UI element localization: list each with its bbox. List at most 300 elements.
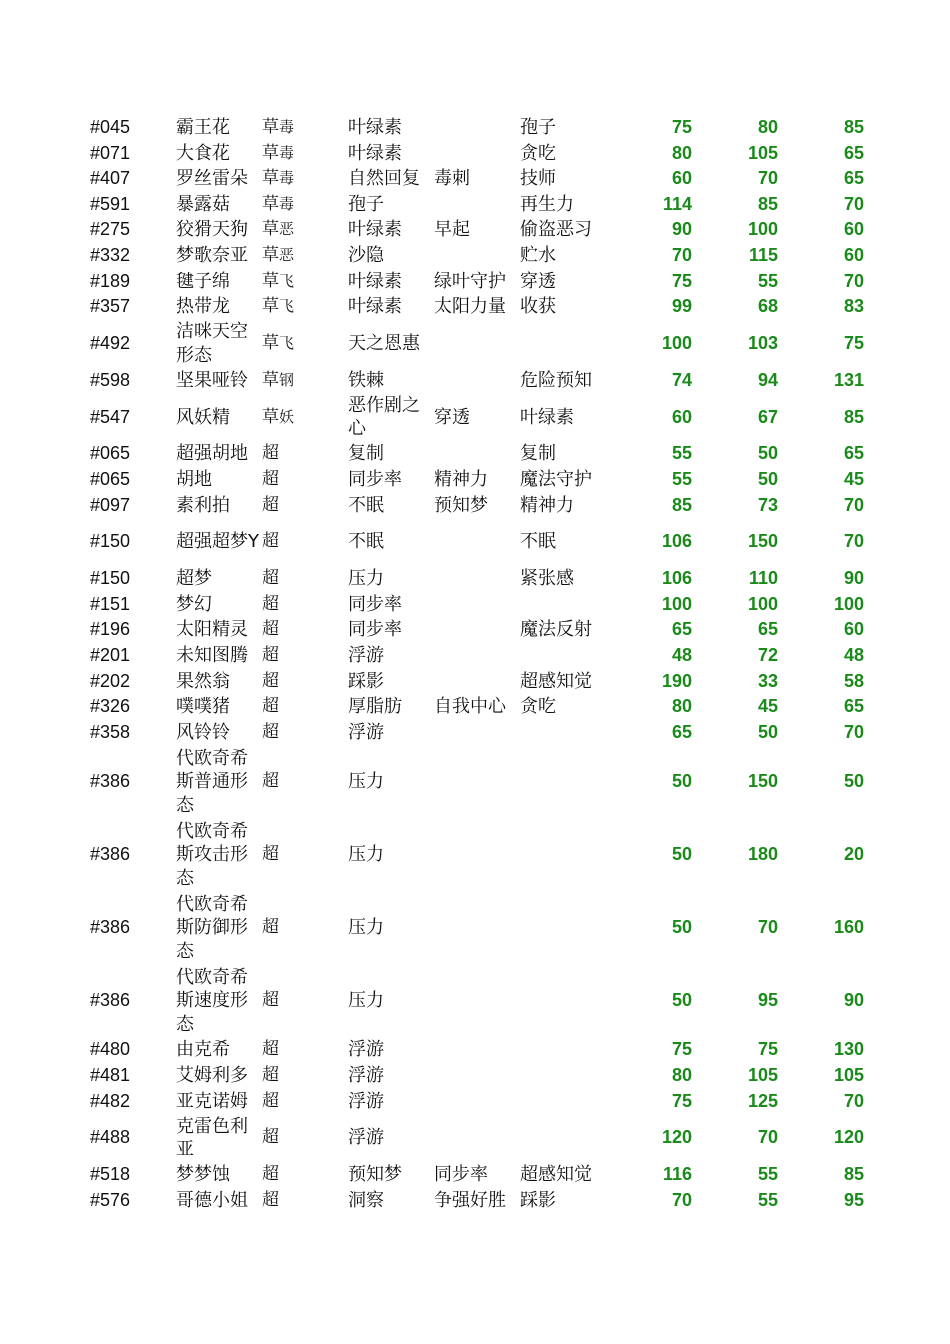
stat-hp: 50 [671,990,692,1011]
type-primary: 草 [262,296,279,317]
ability-2 [434,964,520,1037]
hidden-ability: 技师 [520,168,556,190]
hidden-ability [520,745,624,818]
dex-number: #598 [90,369,131,390]
hidden-ability: 贪吃 [520,696,556,718]
stat-attack: 33 [757,670,778,691]
stat-hp: 90 [671,219,692,240]
ability-2 [434,617,520,643]
type-secondary: 毒 [279,194,295,213]
pokemon-type [262,115,348,141]
stat-hp: 70 [671,1189,692,1210]
stat-attack: 100 [747,593,778,614]
pokemon-type [262,518,348,566]
stat-defense: 65 [843,168,864,189]
ability-2 [434,1037,520,1063]
ability-2 [434,320,520,368]
hidden-ability: 踩影 [520,1189,556,1211]
hidden-ability: 再生力 [520,193,574,215]
stat-attack: 150 [747,531,778,552]
type-primary: 超 [262,670,279,691]
table-row [90,441,864,467]
pokemon-name: 洁咪天空形态 [176,321,248,366]
stat-defense: 60 [843,619,864,640]
stat-hp: 190 [661,670,692,691]
stat-attack: 73 [757,494,778,515]
ability-1: 铁棘 [348,369,384,391]
dex-number: #151 [90,593,131,614]
pokemon-name: 太阳精灵 [176,619,248,641]
dex-number: #518 [90,1164,131,1185]
stat-defense: 85 [843,406,864,427]
type-primary: 草 [262,369,279,390]
ability-2 [434,566,520,592]
dex-number: #097 [90,494,131,515]
pokemon-type [262,493,348,519]
ability-2 [434,1114,520,1162]
stat-defense: 70 [843,494,864,515]
ability-1: 叶绿素 [348,296,402,318]
dex-number: #386 [90,990,131,1011]
stat-attack: 103 [747,333,778,353]
stat-hp: 55 [671,443,692,464]
type-primary: 超 [262,619,279,640]
stat-attack: 100 [747,219,778,240]
hidden-ability: 叶绿素 [520,406,574,428]
dex-number: #202 [90,670,131,691]
pokemon-name: 梦梦蚀 [176,1164,230,1186]
hidden-ability [520,720,624,746]
pokemon-name: 未知图腾 [176,644,248,666]
table-body [90,115,864,1213]
table-row [90,393,864,441]
hidden-ability: 紧张感 [520,568,574,590]
type-primary: 草 [262,333,279,353]
pokemon-name: 胡地 [176,468,212,490]
stat-attack: 70 [757,168,778,189]
stat-attack: 50 [757,443,778,464]
table-row [90,566,864,592]
hidden-ability [520,818,624,891]
type-primary: 超 [262,917,279,938]
ability-2 [434,368,520,394]
type-primary: 超 [262,990,279,1011]
stat-hp: 80 [671,142,692,163]
ability-1: 同步率 [348,593,402,615]
dex-number: #045 [90,117,131,138]
stat-attack: 70 [757,1127,778,1148]
ability-2: 绿叶守护 [434,270,506,292]
pokemon-name: 暴露菇 [176,193,230,215]
table-row [90,891,864,964]
stat-attack: 95 [757,990,778,1011]
stat-defense: 60 [843,219,864,240]
pokemon-name: 超强胡地 [176,443,248,465]
table-row [90,115,864,141]
hidden-ability: 超感知觉 [520,1164,592,1186]
pokemon-type [262,1114,348,1162]
stat-defense: 45 [843,468,864,489]
type-primary: 超 [262,468,279,489]
ability-2 [434,669,520,695]
ability-2: 早起 [434,219,470,241]
dex-number: #576 [90,1189,131,1210]
table-row [90,1114,864,1162]
table-row [90,320,864,368]
table-row [90,617,864,643]
dex-number: #488 [90,1127,131,1148]
hidden-ability [520,643,624,669]
stat-defense: 131 [833,369,864,390]
stat-defense: 48 [843,644,864,665]
ability-1: 浮游 [348,1090,384,1112]
ability-1: 压力 [348,568,384,590]
table-row [90,1037,864,1063]
pokemon-type [262,393,348,441]
pokemon-type [262,694,348,720]
stat-hp: 114 [662,193,692,214]
table-row [90,166,864,192]
pokemon-name: 狡猾天狗 [176,219,248,241]
dex-number: #386 [90,844,131,865]
stat-attack: 180 [747,844,778,865]
stat-attack: 68 [757,296,778,317]
type-primary: 超 [262,1039,279,1060]
pokemon-name: 由克希 [176,1039,230,1061]
ability-2 [434,720,520,746]
stat-hp: 120 [661,1127,692,1148]
stat-hp: 80 [671,696,692,717]
type-primary: 草 [262,219,279,240]
hidden-ability [520,592,624,618]
pokemon-type [262,617,348,643]
hidden-ability [520,1037,624,1063]
pokemon-stats-sheet [90,115,870,1213]
table-row [90,1162,864,1188]
ability-2 [434,243,520,269]
ability-2: 预知梦 [434,494,488,516]
pokemon-name: 素利拍 [176,494,230,516]
type-primary: 草 [262,245,279,266]
ability-1: 浮游 [348,1039,384,1061]
table-row [90,1188,864,1214]
ability-2 [434,518,520,566]
stat-attack: 75 [757,1039,778,1060]
dex-number: #386 [90,771,131,792]
dex-number: #482 [90,1090,131,1111]
ability-1: 自然回复 [348,168,420,190]
ability-1: 浮游 [348,1064,384,1086]
dex-number: #189 [90,270,131,291]
stat-hp: 55 [671,468,692,489]
stat-hp: 75 [671,1090,692,1111]
ability-1: 不眠 [348,531,384,553]
hidden-ability: 偷盗恶习 [520,219,592,241]
table-row [90,493,864,519]
stat-defense: 95 [843,1189,864,1210]
type-secondary: 钢 [279,370,295,389]
type-primary: 草 [262,406,279,427]
pokemon-name: 大食花 [176,142,230,164]
hidden-ability: 贮水 [520,245,556,267]
type-primary: 超 [262,1064,279,1085]
hidden-ability [520,1063,624,1089]
stat-attack: 50 [757,468,778,489]
pokemon-name: 罗丝雷朵 [176,168,248,190]
table-row [90,294,864,320]
stat-attack: 105 [747,1064,778,1085]
stat-attack: 105 [747,142,778,163]
type-primary: 草 [262,193,279,214]
ability-1: 恶作剧之心 [348,394,420,440]
stat-defense: 70 [843,531,864,552]
pokemon-name: 代欧奇希斯速度形态 [176,966,248,1035]
stat-hp: 99 [671,296,692,317]
ability-2: 毒刺 [434,168,470,190]
stat-defense: 65 [843,443,864,464]
pokemon-type [262,592,348,618]
stat-hp: 60 [671,406,692,427]
stat-defense: 130 [833,1039,864,1060]
pokemon-type [262,320,348,368]
stat-hp: 100 [661,593,692,614]
pokemon-type [262,166,348,192]
pokemon-type [262,964,348,1037]
ability-1: 同步率 [348,619,402,641]
stat-attack: 67 [757,406,778,427]
ability-2 [434,141,520,167]
stat-attack: 55 [757,1164,778,1185]
table-row [90,243,864,269]
stat-defense: 65 [843,696,864,717]
pokemon-name: 代欧奇希斯攻击形态 [176,820,248,889]
dex-number: #358 [90,721,131,742]
ability-1: 天之恩惠 [348,333,420,354]
dex-number: #196 [90,619,131,640]
stat-hp: 75 [671,1039,692,1060]
pokemon-name: 热带龙 [176,296,230,318]
stat-attack: 80 [757,117,778,138]
table-row [90,192,864,218]
pokemon-type [262,566,348,592]
stat-defense: 120 [833,1127,864,1148]
ability-2: 争强好胜 [434,1189,506,1211]
dex-number: #332 [90,245,131,266]
stat-defense: 70 [843,1090,864,1111]
type-secondary: 飞 [279,334,295,352]
pokemon-type [262,1088,348,1114]
hidden-ability: 贪吃 [520,142,556,164]
ability-2 [434,643,520,669]
dex-number: #357 [90,296,131,317]
stat-attack: 72 [757,644,778,665]
dex-number: #071 [90,142,131,163]
ability-1: 浮游 [348,721,384,743]
ability-2 [434,891,520,964]
hidden-ability [520,891,624,964]
type-secondary: 飞 [279,271,295,290]
stat-defense: 85 [843,117,864,138]
pokemon-type [262,217,348,243]
dex-number: #480 [90,1039,131,1060]
pokemon-name: 代欧奇希斯普通形态 [176,747,248,816]
ability-1: 孢子 [348,193,384,215]
type-primary: 超 [262,721,279,742]
table-row [90,368,864,394]
type-primary: 超 [262,1189,279,1210]
pokemon-type [262,891,348,964]
type-primary: 超 [262,593,279,614]
pokemon-name: 艾姆利多 [176,1064,248,1086]
type-primary: 超 [262,531,279,552]
dex-number: #407 [90,168,131,189]
stat-hp: 65 [671,721,692,742]
table-row [90,669,864,695]
stat-hp: 74 [671,369,692,390]
dex-number: #065 [90,443,131,464]
pokemon-name: 霸王花 [176,117,230,139]
dex-number: #492 [90,333,131,353]
table-row [90,643,864,669]
pokemon-type [262,818,348,891]
stat-hp: 80 [671,1064,692,1085]
pokemon-name: 代欧奇希斯防御形态 [176,893,248,962]
type-primary: 超 [262,696,279,717]
pokemon-type [262,467,348,493]
dex-number: #386 [90,917,131,938]
ability-1: 复制 [348,443,384,465]
pokemon-table [90,115,864,1213]
table-row [90,1063,864,1089]
pokemon-type [262,669,348,695]
stat-attack: 50 [757,721,778,742]
pokemon-name: 风铃铃 [176,721,230,743]
pokemon-name: 超梦 [176,568,212,590]
stat-defense: 90 [843,990,864,1011]
table-row [90,467,864,493]
hidden-ability: 收获 [520,296,556,318]
pokemon-name: 克雷色利亚 [176,1115,248,1161]
pokemon-name: 风妖精 [176,406,230,428]
hidden-ability [520,1114,624,1162]
stat-defense: 75 [843,333,864,353]
hidden-ability: 不眠 [520,531,556,553]
ability-2 [434,115,520,141]
table-row [90,964,864,1037]
stat-attack: 150 [747,771,778,792]
ability-1: 洞察 [348,1189,384,1211]
type-primary: 超 [262,1164,279,1185]
ability-1: 压力 [348,844,384,866]
stat-hp: 106 [661,568,692,589]
ability-2: 太阳力量 [434,296,506,318]
pokemon-type [262,294,348,320]
type-primary: 草 [262,142,279,163]
table-row [90,720,864,746]
ability-1: 叶绿素 [348,117,402,139]
table-row [90,518,864,566]
type-primary: 草 [262,117,279,138]
stat-hp: 65 [671,619,692,640]
table-row [90,1088,864,1114]
ability-1: 压力 [348,771,384,793]
ability-2 [434,818,520,891]
ability-1: 预知梦 [348,1164,402,1186]
stat-attack: 70 [757,917,778,938]
stat-defense: 70 [843,721,864,742]
stat-defense: 60 [843,245,864,266]
dex-number: #065 [90,468,131,489]
pokemon-type [262,745,348,818]
pokemon-name: 坚果哑铃 [176,369,248,391]
table-row [90,592,864,618]
type-secondary: 毒 [279,143,295,162]
stat-attack: 94 [757,369,778,390]
stat-attack: 110 [748,568,778,589]
hidden-ability: 精神力 [520,494,574,516]
ability-2: 精神力 [434,468,488,490]
stat-attack: 115 [748,245,778,266]
table-row [90,745,864,818]
type-secondary: 飞 [279,297,295,316]
ability-2 [434,1063,520,1089]
pokemon-name: 毽子绵 [176,270,230,292]
type-secondary: 毒 [279,118,295,137]
table-row [90,141,864,167]
type-primary: 超 [262,1127,279,1148]
hidden-ability [520,964,624,1037]
pokemon-type [262,643,348,669]
pokemon-name: 噗噗猪 [176,696,230,718]
stat-hp: 48 [671,644,692,665]
pokemon-type [262,141,348,167]
pokemon-name: 果然翁 [176,670,230,692]
stat-defense: 20 [843,844,864,865]
stat-defense: 70 [843,270,864,291]
ability-2: 同步率 [434,1164,488,1186]
dex-number: #275 [90,219,131,240]
stat-defense: 90 [843,568,864,589]
pokemon-type [262,192,348,218]
stat-hp: 60 [671,168,692,189]
ability-2 [434,441,520,467]
ability-1: 压力 [348,990,384,1012]
table-row [90,269,864,295]
stat-attack: 125 [747,1090,778,1111]
type-secondary: 毒 [279,169,295,188]
table-row [90,217,864,243]
ability-2: 自我中心 [434,696,506,718]
stat-attack: 55 [757,270,778,291]
type-primary: 草 [262,168,279,189]
type-primary: 超 [262,771,279,792]
ability-1: 压力 [348,917,384,939]
type-secondary: 恶 [279,220,295,239]
hidden-ability: 穿透 [520,270,556,292]
pokemon-type [262,441,348,467]
pokemon-type [262,368,348,394]
stat-defense: 83 [843,296,864,317]
hidden-ability [520,320,624,368]
ability-2 [434,192,520,218]
type-primary: 超 [262,443,279,464]
hidden-ability: 魔法反射 [520,619,592,641]
ability-1: 叶绿素 [348,219,402,241]
pokemon-type [262,243,348,269]
stat-attack: 45 [757,696,778,717]
dex-number: #150 [90,568,131,589]
ability-1: 叶绿素 [348,142,402,164]
